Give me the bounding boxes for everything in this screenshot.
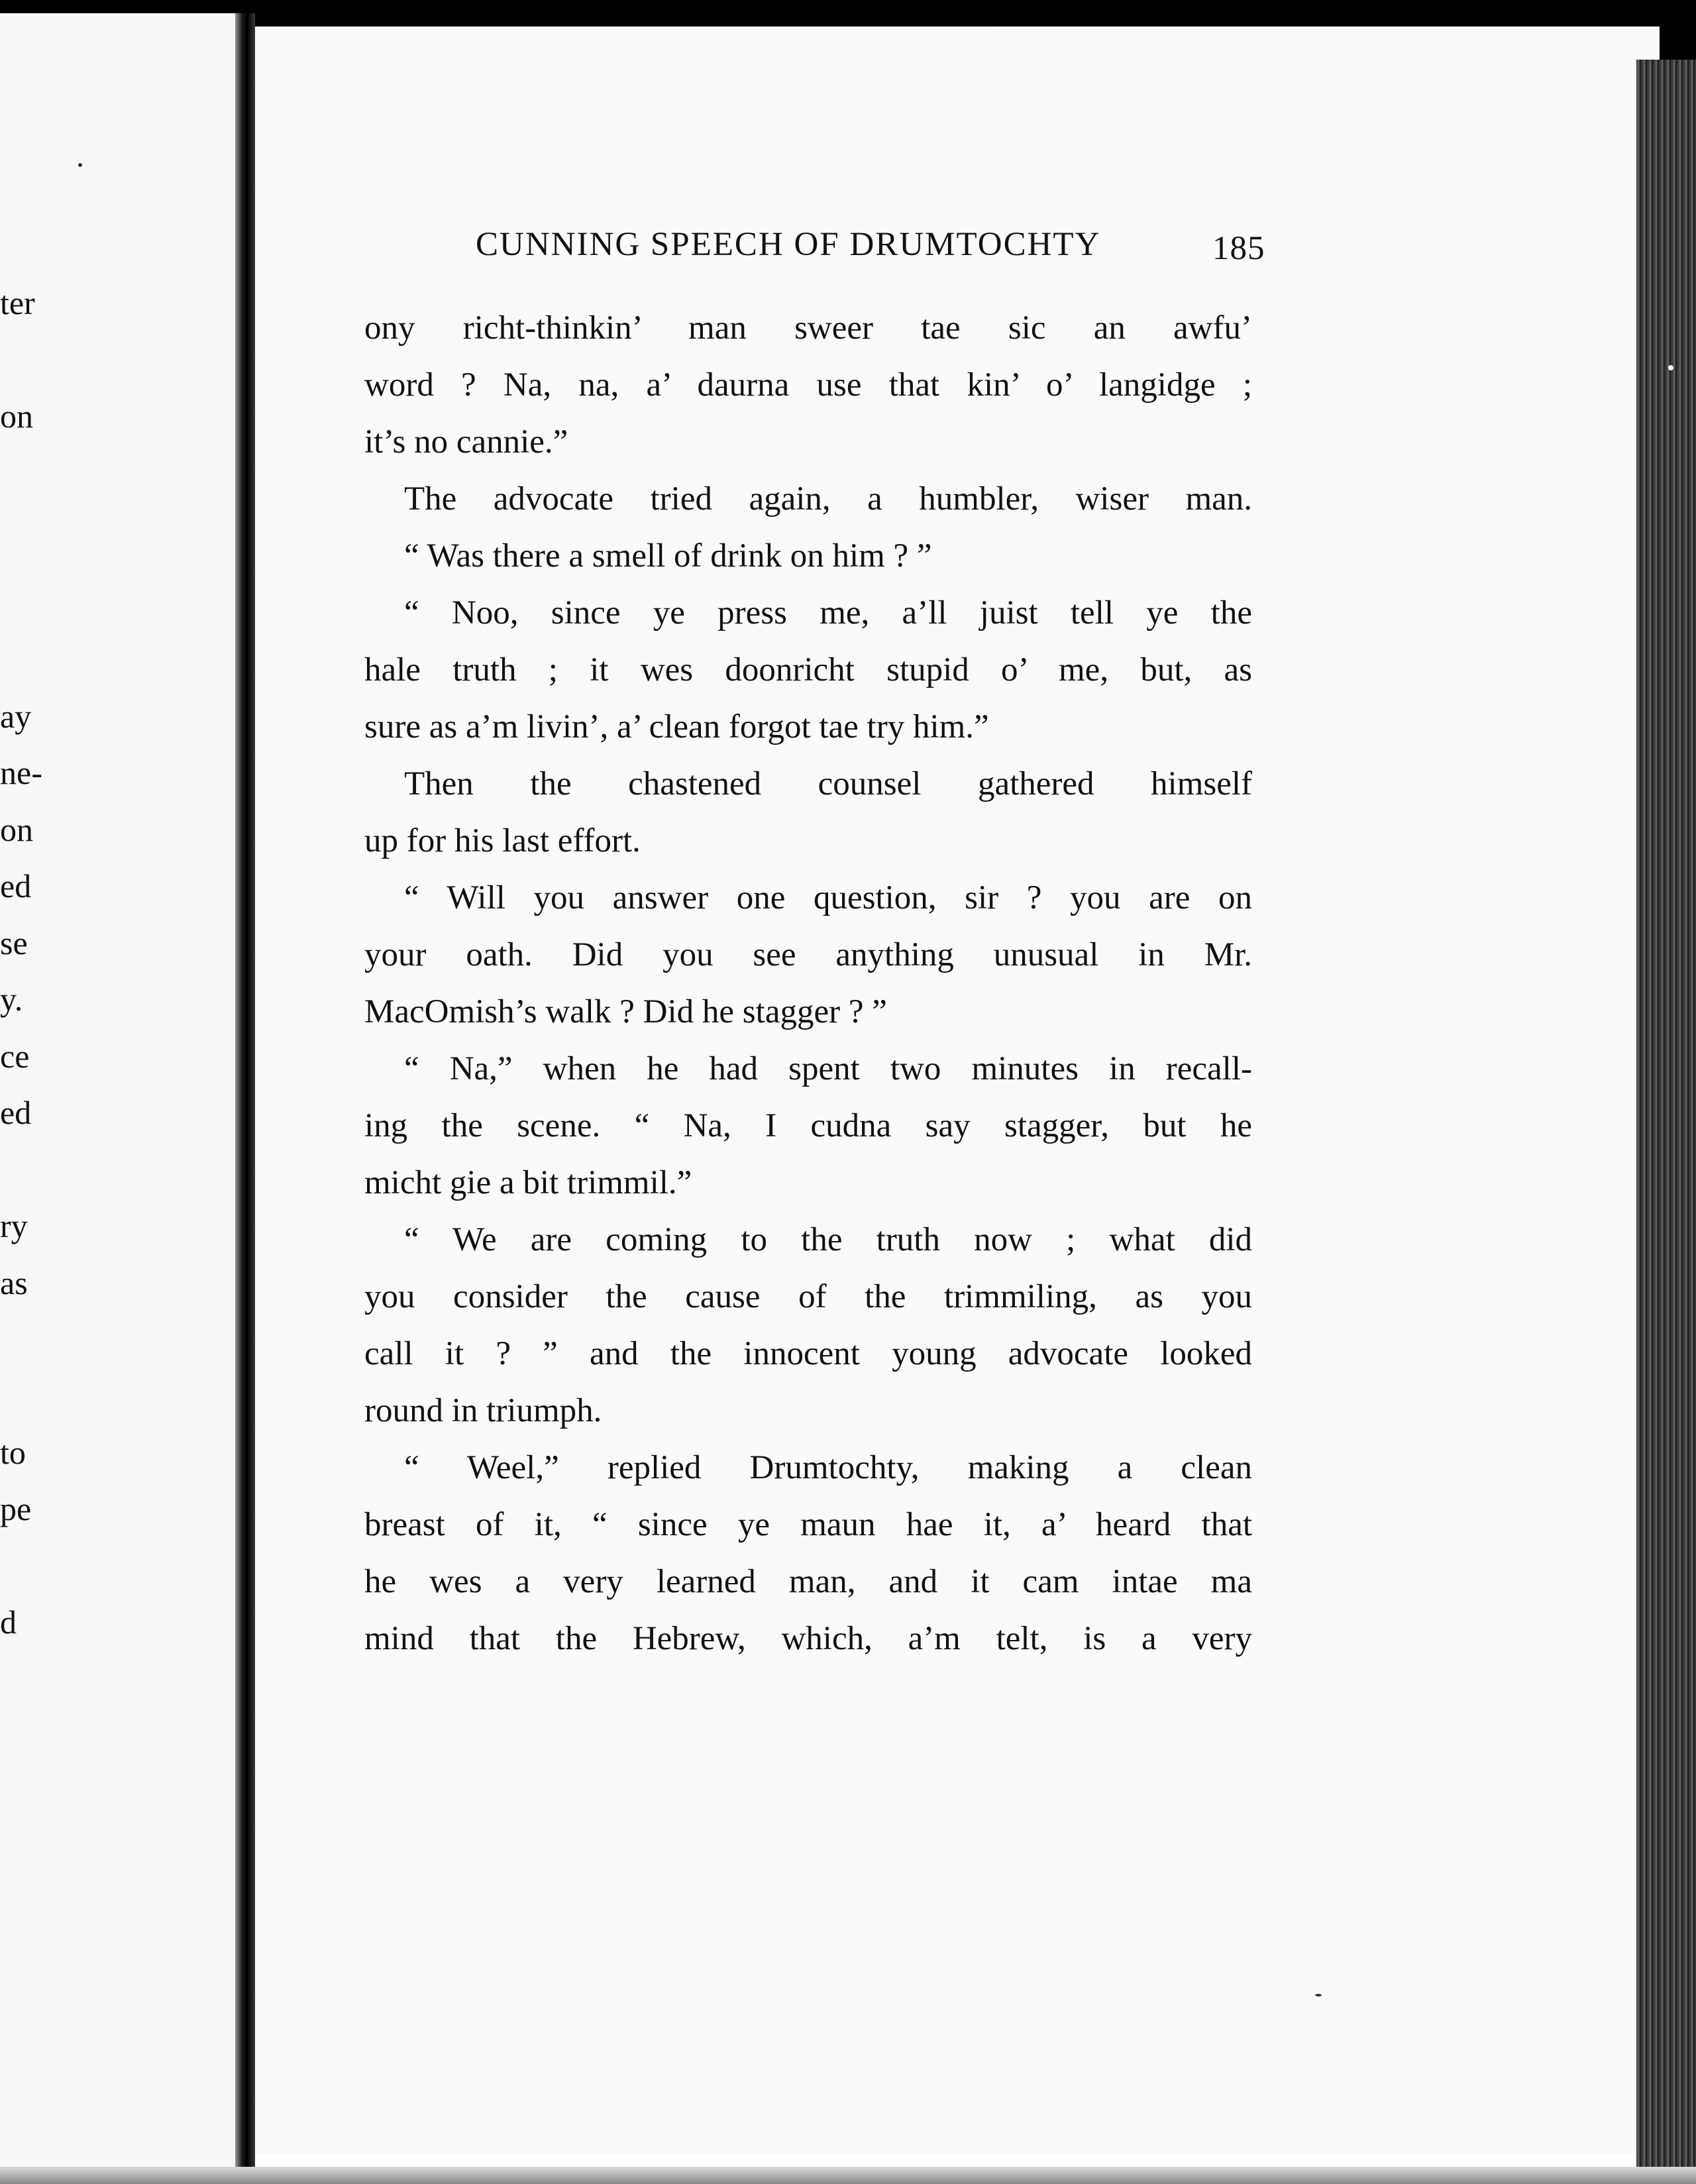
- text-line: it’s no cannie.”: [364, 423, 568, 461]
- paragraph-first-line: “ Noo, since ye press me, a’ll juist tell ye the: [404, 594, 1252, 631]
- running-head: [476, 225, 1265, 267]
- left-page-fragment: ed: [0, 867, 32, 904]
- page-edges: [1636, 60, 1696, 2184]
- text-line: word ? Na, na, a’ daurna use that kin’ o’ langidge ;: [364, 366, 1252, 404]
- paragraph-first-line: “ Will you answer one question, sir ? you are on: [404, 879, 1252, 916]
- left-page-fragment: ce: [0, 1038, 30, 1075]
- text-line: sure as a’m livin’, a’ clean forgot tae try him.”: [364, 708, 989, 745]
- text-line: round in triumph.: [364, 1392, 602, 1429]
- left-page-fragment: ry: [0, 1207, 28, 1244]
- text-line: mind that the Hebrew, which, a’m telt, is a very: [364, 1620, 1252, 1657]
- text-line: you consider the cause of the trimmiling, as you: [364, 1278, 1252, 1315]
- left-page-fragment: y.: [0, 981, 23, 1018]
- scan-speck: [1668, 365, 1673, 370]
- body-text: [364, 300, 1252, 1667]
- text-line: your oath. Did you see anything unusual in Mr.: [364, 936, 1252, 973]
- text-line: he wes a very learned man, and it cam intae ma: [364, 1563, 1252, 1600]
- paragraph-first-line: Then the chastened counsel gathered himself: [404, 765, 1252, 802]
- left-page-fragment: on: [0, 811, 33, 848]
- left-page-fragment: d: [0, 1604, 17, 1641]
- text-line: call it ? ” and the innocent young advocate looked: [364, 1335, 1252, 1372]
- paragraph-first-line: The advocate tried again, a humbler, wiser man.: [404, 480, 1252, 518]
- left-page-fragment: ne-: [0, 754, 42, 791]
- left-page-fragment: ed: [0, 1094, 32, 1131]
- paragraph-first-line: “ We are coming to the truth now ; what did: [404, 1221, 1252, 1258]
- paragraph-first-line: “ Was there a smell of drink on him ? ”: [404, 537, 932, 574]
- text-line: ing the scene. “ Na, I cudna say stagger, but he: [364, 1107, 1252, 1144]
- scan-speck: [1315, 1994, 1322, 1996]
- left-page-fragment: ay: [0, 698, 32, 735]
- left-page-fragment: pe: [0, 1490, 32, 1527]
- text-line: up for his last effort.: [364, 822, 641, 859]
- left-page-fragment: se: [0, 924, 28, 961]
- text-line: breast of it, “ since ye maun hae it, a’ heard that: [364, 1506, 1252, 1543]
- paragraph-first-line: “ Weel,” replied Drumtochty, making a clean: [404, 1449, 1252, 1486]
- running-head-title: CUNNING SPEECH OF DRUMTOCHTY: [476, 226, 1101, 263]
- left-page-fragment: to: [0, 1434, 26, 1471]
- left-facing-page: [0, 13, 238, 2184]
- text-line: micht gie a bit trimmil.”: [364, 1164, 692, 1201]
- text-line: MacOmish’s walk ? Did he stagger ? ”: [364, 993, 887, 1030]
- text-line: hale truth ; it wes doonricht stupid o’ me, but, as: [364, 651, 1252, 688]
- scan-speck: [78, 163, 82, 167]
- paragraph-first-line: “ Na,” when he had spent two minutes in recall-: [404, 1050, 1252, 1087]
- book-gutter: [235, 13, 255, 2184]
- left-page-fragment: ter: [0, 284, 35, 321]
- left-page-fragment: on: [0, 398, 33, 435]
- scan-bottom-shadow: [0, 2167, 1696, 2184]
- text-line: ony richt-thinkin’ man sweer tae sic an awfu’: [364, 309, 1252, 347]
- page-number: 185: [1212, 230, 1265, 267]
- left-page-fragment: as: [0, 1264, 28, 1301]
